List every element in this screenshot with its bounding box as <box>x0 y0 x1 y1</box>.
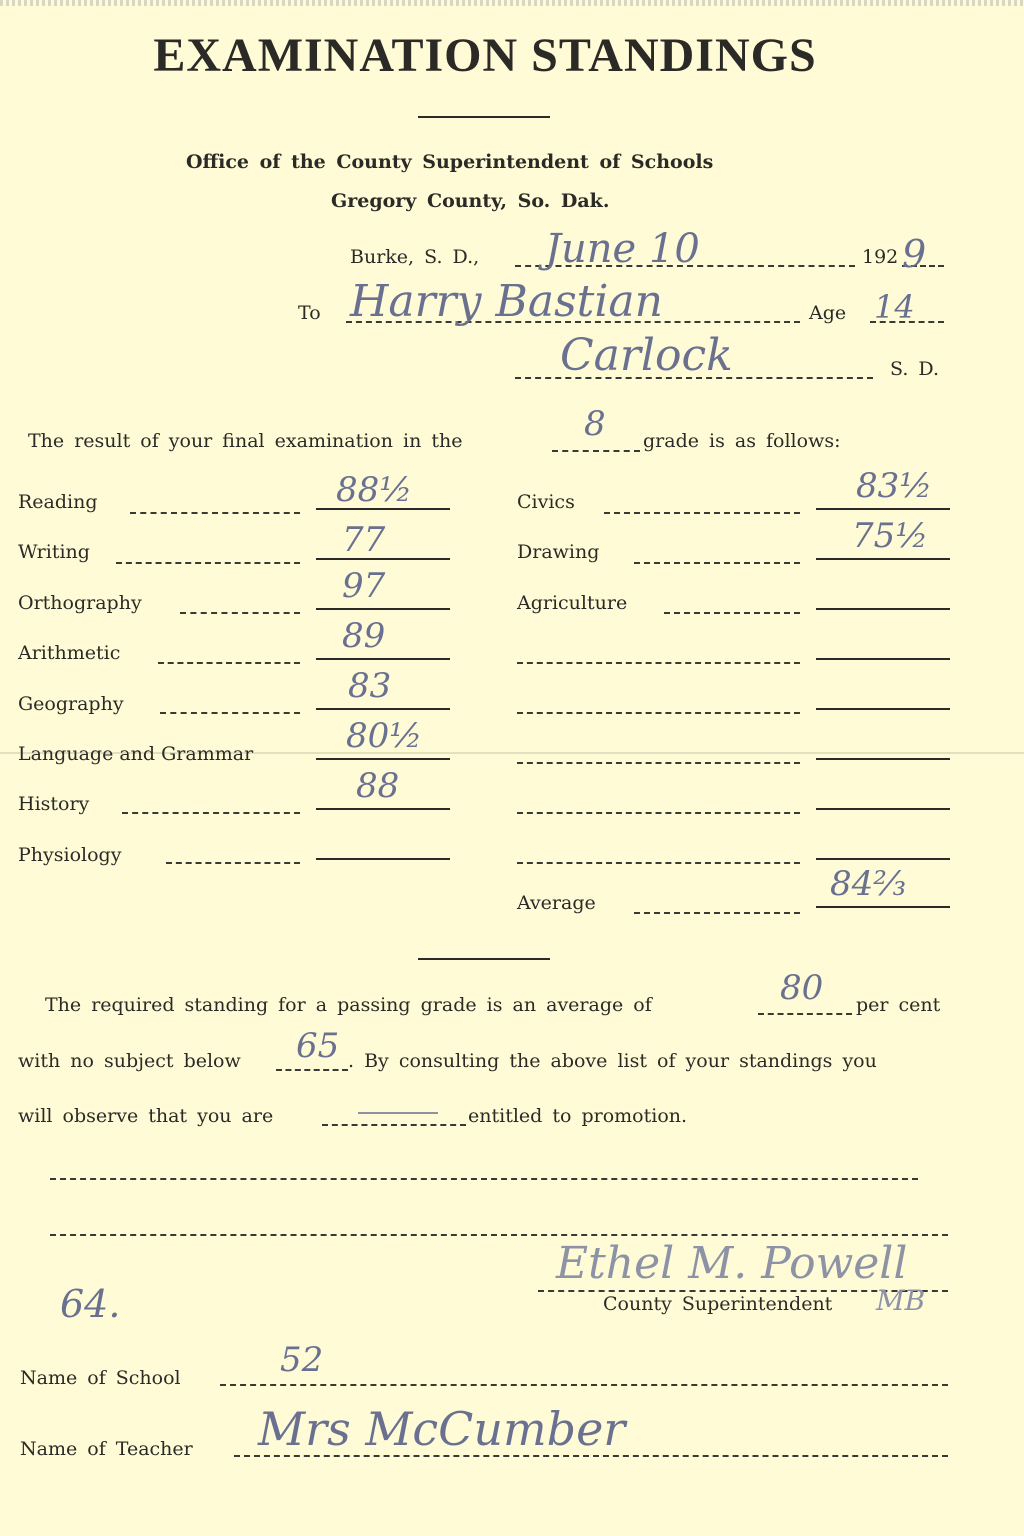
passing-text-1b: per cent <box>856 994 941 1016</box>
subject-label: Agriculture <box>517 592 628 614</box>
promotion-strike <box>358 1112 438 1114</box>
date-value: June 10 <box>545 226 700 272</box>
score-line <box>816 608 950 610</box>
subject-label: Orthography <box>18 592 142 614</box>
passing-average: 80 <box>780 968 824 1008</box>
section-rule <box>418 958 550 960</box>
subject-dots <box>664 612 800 614</box>
subject-dots <box>160 712 300 714</box>
perforated-edge <box>0 0 1024 6</box>
score-line <box>816 658 950 660</box>
grade-value: 8 <box>584 404 606 444</box>
score-line <box>816 558 950 560</box>
remarks-line-1 <box>50 1178 918 1180</box>
remarks-line-2 <box>50 1234 948 1236</box>
place-label: Burke, S. D., <box>350 246 480 268</box>
year-prefix: 192 <box>862 246 899 268</box>
subject-score: 83 <box>348 666 392 706</box>
subject-score: 88 <box>356 766 400 806</box>
superintendent-signature: Ethel M. Powell <box>556 1238 908 1289</box>
town-value: Carlock <box>560 330 733 381</box>
subject-score: 80½ <box>346 716 423 756</box>
passing-text-3a: will observe that you are <box>18 1105 274 1127</box>
subject-dots <box>604 512 800 514</box>
blank-subject-dots <box>517 662 800 664</box>
year-value: 9 <box>902 232 927 276</box>
student-name: Harry Bastian <box>350 276 663 327</box>
subject-score: 89 <box>342 616 386 656</box>
grade-line <box>552 450 640 452</box>
blank-subject-dots <box>517 762 800 764</box>
subject-score: 77 <box>342 520 386 560</box>
passing-text-2b: . By consulting the above list of your standings you <box>348 1050 877 1072</box>
subject-score: 88½ <box>336 470 413 510</box>
school-label: Name of School <box>20 1367 181 1389</box>
score-line <box>816 758 950 760</box>
score-line <box>316 758 450 760</box>
passing-text-1a: The required standing for a passing grade is an average of <box>45 994 652 1016</box>
score-line <box>316 658 450 660</box>
passing-text-3b: entitled to promotion. <box>468 1105 688 1127</box>
subject-label: Reading <box>18 491 98 513</box>
superintendent-label: County Superintendent <box>603 1293 833 1315</box>
state-label: S. D. <box>890 358 940 380</box>
school-line <box>220 1384 948 1386</box>
subject-score: 97 <box>342 566 386 606</box>
school-value: 52 <box>280 1340 324 1380</box>
score-line <box>316 708 450 710</box>
teacher-value: Mrs McCumber <box>258 1402 626 1456</box>
subject-label: Arithmetic <box>18 642 121 664</box>
subject-dots <box>122 812 300 814</box>
subject-dots <box>158 662 300 664</box>
blank-subject-dots <box>517 712 800 714</box>
subject-label: Civics <box>517 491 575 513</box>
to-label: To <box>298 302 321 324</box>
subject-dots <box>130 512 300 514</box>
office-line-1: Office of the County Superintendent of Schools <box>186 151 714 173</box>
subject-dots <box>180 612 300 614</box>
subject-dots <box>116 562 300 564</box>
average-dots <box>634 912 800 914</box>
score-line <box>816 508 950 510</box>
score-line <box>816 858 950 860</box>
blank-subject-dots <box>517 862 800 864</box>
min-subject: 65 <box>296 1026 340 1066</box>
subject-label: Writing <box>18 541 90 563</box>
average-label: Average <box>517 892 596 914</box>
subject-label: Drawing <box>517 541 600 563</box>
subject-label: Physiology <box>18 844 122 866</box>
age-label: Age <box>809 302 847 324</box>
min-subject-line <box>276 1069 348 1071</box>
subject-label: Language and Grammar <box>18 743 254 765</box>
result-suffix: grade is as follows: <box>643 430 841 452</box>
promotion-line <box>322 1124 466 1126</box>
subject-label: Geography <box>18 693 124 715</box>
passing-average-line <box>758 1013 852 1015</box>
signature-initials: MB <box>876 1284 926 1317</box>
subject-score: 75½ <box>852 516 929 556</box>
margin-note: 64. <box>60 1282 121 1326</box>
score-line <box>816 708 950 710</box>
teacher-label: Name of Teacher <box>20 1438 193 1460</box>
passing-text-2a: with no subject below <box>18 1050 241 1072</box>
result-prefix: The result of your final examination in the <box>28 430 463 452</box>
form-title: EXAMINATION STANDINGS <box>153 29 817 82</box>
score-line <box>316 808 450 810</box>
score-line <box>816 808 950 810</box>
title-rule <box>418 116 550 118</box>
average-value: 84⅔ <box>830 864 907 904</box>
subject-score: 83½ <box>856 466 933 506</box>
score-line <box>316 858 450 860</box>
subject-label: History <box>18 793 90 815</box>
age-value: 14 <box>874 288 915 326</box>
subject-dots <box>166 862 300 864</box>
subject-dots <box>634 562 800 564</box>
blank-subject-dots <box>517 812 800 814</box>
average-line <box>816 906 950 908</box>
score-line <box>316 608 450 610</box>
office-line-2: Gregory County, So. Dak. <box>331 190 610 212</box>
